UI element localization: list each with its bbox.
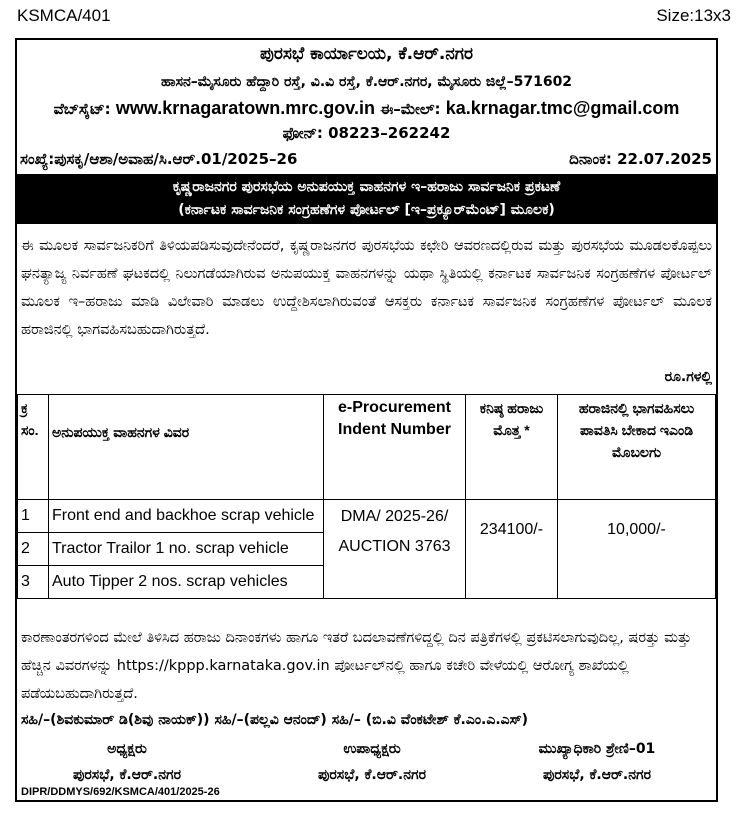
table-row: [18, 500, 716, 533]
website-label: ವೆಬ್‌ಸೈಟ್:: [53, 100, 111, 118]
office-address: ಹಾಸನ–ಮೈಸೂರು ಹೆದ್ದಾರಿ ರಸ್ತೆ, ವಿ.ವಿ ರಸ್ತೆ, ಕೆ.ಆರ್.ನಗರ, ಮೈಸೂರು ಜಿಲ್ಲೆ–571602: [160, 74, 573, 90]
row-description: Auto Tipper 2 nos. scrap vehicles: [49, 566, 324, 599]
signatory-chief-officer: [487, 736, 707, 788]
header-indent: e-Procurement Indent Number: [324, 395, 466, 500]
dipr-code: DIPR/DDMYS/692/KSMCA/401/2025-26: [21, 786, 220, 798]
email-link[interactable]: ka.krnagar.tmc@gmail.com: [445, 98, 680, 118]
contact-line: [17, 98, 716, 119]
signatory-place: ಪುರಸಭೆ, ಕೆ.ಆರ್.ನಗರ: [543, 767, 651, 783]
email-label: ಈ–ಮೇಲ್:: [380, 100, 441, 118]
header-description: [49, 395, 324, 500]
header-min-amount: ಕನಿಷ್ಠ ಹರಾಜು ಮೊತ್ತ *: [466, 395, 558, 500]
row-sl: 2: [18, 533, 49, 566]
row-sl: 1: [18, 500, 49, 533]
signatory-vice-president: [262, 736, 482, 788]
phone: ಫೋನ್: 08223–262242: [282, 124, 451, 142]
signature-line: ಸಹಿ/–(ಶಿವಕುಮಾರ್ ಡಿ(ಶಿವು ನಾಯಕ್)) ಸಹಿ/–(ಪಲ್ಲವಿ ಆನಂದ್) ಸಹಿ/– (ಬಿ.ವಿ ವೆಂಕಟೇಶ್ ಕೆ.ಎಂ.ಎ.ಎಸ್): [21, 712, 529, 728]
currency-note: ರೂ.ಗಳಲ್ಲಿ: [664, 369, 712, 385]
ad-size: Size:13x3: [656, 6, 731, 25]
vehicle-table: [17, 394, 716, 599]
emd-amount: 10,000/-: [558, 500, 716, 599]
row-description: Tractor Trailor 1 no. scrap vehicle: [49, 533, 324, 566]
signatory-title: ಮುಖ್ಯಾಧಿಕಾರಿ ಶ್ರೇಣಿ–01: [538, 741, 656, 757]
header-emd: ಹರಾಜಿನಲ್ಲಿ ಭಾಗವಹಿಸಲು ಪಾವತಿಸಿ ಬೇಕಾದ ಇಎಂಡಿ ಮೊಬಲಗು: [558, 395, 716, 500]
table-header-row: [18, 395, 716, 500]
header-description-text: ಅನುಪಯುಕ್ತ ವಾಹನಗಳ ವಿವರ: [52, 424, 190, 440]
row-description: Front end and backhoe scrap vehicle: [49, 500, 324, 533]
website-link[interactable]: www.krnagaratown.mrc.gov.in: [115, 98, 375, 118]
intro-paragraph: ಈ ಮೂಲಕ ಸಾರ್ವಜನಿಕರಿಗೆ ತಿಳಿಯಪಡಿಸುವುದೇನೆಂದರೆ, ಕೃಷ್ಣರಾಜನಗರ ಪುರಸಭೆಯ ಕಛೇರಿ ಆವರಣದಲ್ಲಿರುವ ಮತ್ತು ಪುರಸಭೆಯ ಮೂಡಲಕೊಪ್ಪಲು ಘನತ್ಯಾಜ್ಯ ನಿರ್ವಹಣೆ ಘಟಕದಲ್ಲಿ ನಿಲುಗಡೆಯಾಗಿರುವ ಅನುಪಯುಕ್ತ ವಾಹನಗಳನ್ನು ಯಥಾ ಸ್ಥಿತಿಯಲ್ಲಿ ಕರ್ನಾಟಕ ಸಾರ್ವಜನಿಕ ಸಂಗ್ರಹಣೆಗಳ ಪೋರ್ಟಲ್ ಮೂಲಕ ಇ–ಹರಾಜು ಮಾಡಿ ವಿಲೇವಾರಿ ಮಾಡಲು ಉದ್ದೇಶಿಸಲಾಗಿರುವಂತೆ ಆಸಕ್ತರು ಕರ್ನಾಟಕ ಸಾರ್ವಜನಿಕ ಸಂಗ್ರಹಣೆಗಳ ಪೋರ್ಟಲ್ ಮೂಲಕ ಹರಾಜಿನಲ್ಲಿ ಭಾಗವಹಿಸಬಹುದಾಗಿರುತ್ತದೆ.: [21, 238, 712, 338]
signatory-place: ಪುರಸಭೆ, ಕೆ.ಆರ್.ನಗರ: [73, 767, 181, 783]
min-amount: 234100/-: [466, 500, 558, 599]
terms-paragraph: ಕಾರಣಾಂತರಗಳಿಂದ ಮೇಲೆ ತಿಳಿಸಿದ ಹರಾಜು ದಿನಾಂಕಗಳು ಹಾಗೂ ಇತರೆ ಬದಲಾವಣೆಗಳಿದ್ದಲ್ಲಿ ದಿನ ಪತ್ರಿಕೆಗಳಲ್ಲಿ ಪ್ರಕಟಿಸಲಾಗುವುದಿಲ್ಲ, ಷರತ್ತು ಮತ್ತು ಹೆಚ್ಚಿನ ವಿವರಗಳನ್ನು https://kppp.karnataka.gov.in ಪೋರ್ಟಲ್‌ನಲ್ಲಿ ಹಾಗೂ ಕಚೇರಿ ವೇಳೆಯಲ್ಲಿ ಆರೋಗ್ಯ ಶಾಖೆಯಲ್ಲಿ ಪಡೆಯಬಹುದಾಗಿರುತ್ತದೆ.: [21, 630, 692, 702]
notice-date: ದಿನಾಂಕ: 22.07.2025: [569, 150, 712, 168]
reference-number: ಸಂಖ್ಯೆ:ಪುಸಕೃ/ಆಶಾ/ಅವಾಹ/ಸಿ.ಆರ್.01/2025–26: [20, 150, 298, 168]
signatory-president: [17, 736, 237, 788]
header-sl: ಕ್ರ ಸಂ.: [18, 395, 49, 500]
notice-banner: [17, 174, 716, 224]
row-sl: 3: [18, 566, 49, 599]
indent-number: DMA/ 2025-26/ AUCTION 3763: [324, 500, 466, 599]
signatory-title: ಉಪಾಧ್ಯಕ್ಷರು: [343, 741, 401, 757]
office-title: ಪುರಸಭೆ ಕಾರ್ಯಾಲಯ, ಕೆ.ಆರ್.ನಗರ: [260, 44, 473, 64]
banner-line-2: (ಕರ್ನಾಟಕ ಸಾರ್ವಜನಿಕ ಸಂಗ್ರಹಣೆಗಳ ಪೋರ್ಟಲ್ [ಇ–ಪ್ರಕ್ಯೂರ್‌ಮೆಂಟ್] ಮೂಲಕ): [178, 202, 555, 218]
ad-code: KSMCA/401: [17, 6, 111, 25]
banner-line-1: ಕೃಷ್ಣರಾಜನಗರ ಪುರಸಭೆಯ ಅನುಪಯುಕ್ತ ವಾಹನಗಳ ಇ–ಹರಾಜು ಸಾರ್ವಜನಿಕ ಪ್ರಕಟಣೆ: [172, 179, 561, 195]
signatory-place: ಪುರಸಭೆ, ಕೆ.ಆರ್.ನಗರ: [318, 767, 426, 783]
signatory-title: ಅಧ್ಯಕ್ಷರು: [107, 741, 147, 757]
notice-frame: [15, 38, 718, 802]
